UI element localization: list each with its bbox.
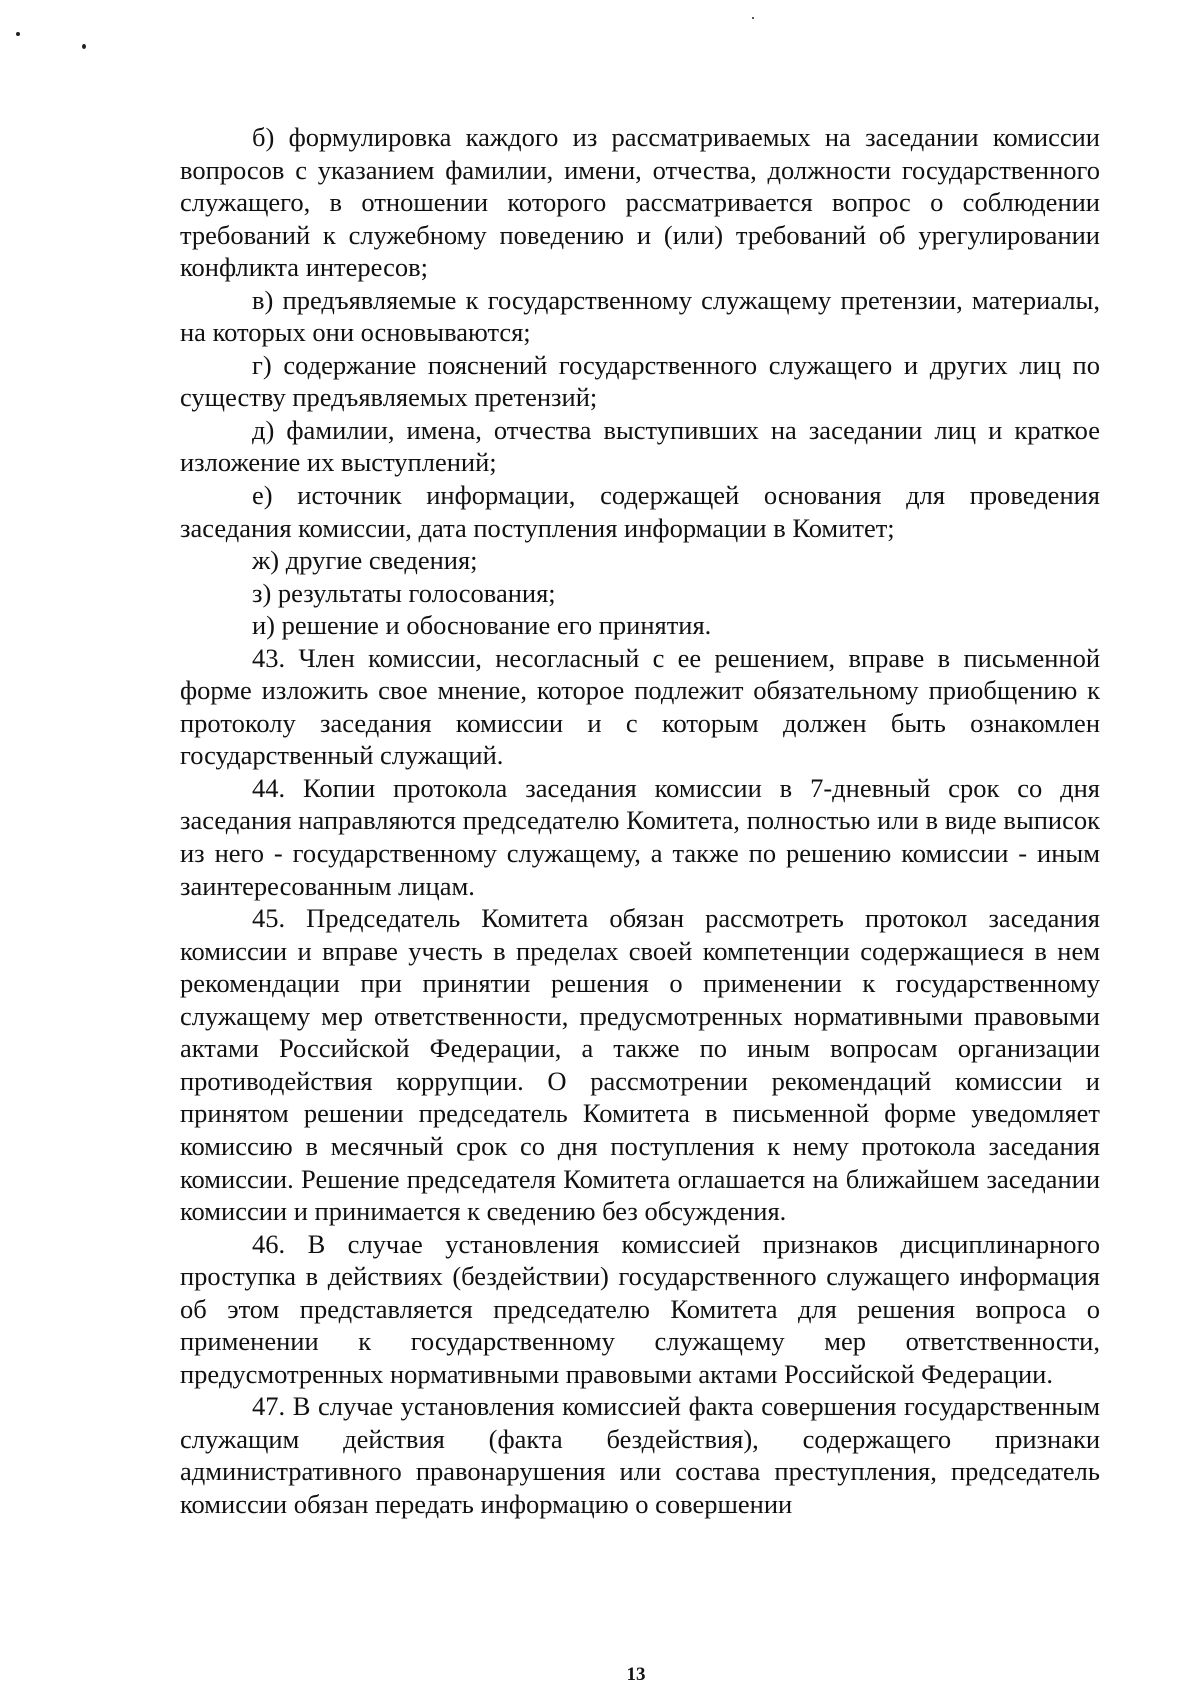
paragraph-item-z: з) результаты голосования; [252, 577, 556, 608]
document-body [180, 121, 1100, 1521]
paragraph-43: 43. Член комиссии, несогласный с ее решением, вправе в письменной форме изложить свое мнение, которое подлежит обязательному приобщению к протоколу заседания комиссии и с которым должен быть ознакомлен государственный служащий. [180, 642, 1100, 771]
paragraph-item-i: и) решение и обоснование его принятия. [252, 610, 712, 641]
scan-speck [82, 44, 86, 49]
paragraph-44: 44. Копии протокола заседания комиссии в 7-дневный срок со дня заседания направляются председателю Комитета, полностью или в виде выписок из него - государственному служащему, а также по решению комиссии - иным заинтересованным лицам. [180, 772, 1100, 901]
paragraph-item-zh: ж) другие сведения; [252, 545, 478, 576]
paragraph-47: 47. В случае установления комиссией факта совершения государственным служащим действия (факта бездействия), содержащего признаки административного правонарушения или состава преступления, председатель комиссии обязан передать информацию о совершении [180, 1391, 1100, 1519]
paragraph-item-b: б) формулировка каждого из рассматриваемых на заседании комиссии вопросов с указанием фамилии, имени, отчества, должности государственного служащего, в отношении которого рассматривается вопрос о соблюдении требований к служебному поведению и (или) требований об урегулировании конфликта интересов; [180, 122, 1100, 283]
paragraph-item-g: г) содержание пояснений государственного служащего и других лиц по существу предъявляемых претензий; [180, 349, 1100, 413]
paragraph-item-e: е) источник информации, содержащей основания для проведения заседания комиссии, дата поступления информации в Комитет; [180, 480, 1100, 543]
page-number: 13 [626, 1664, 646, 1685]
scan-speck [16, 32, 20, 36]
paragraph-45: 45. Председатель Комитета обязан рассмотреть протокол заседания комиссии и вправе учесть в пределах своей компетенции содержащиеся в нем рекомендации при принятии решения о применении к государственному служащему мер ответственности, предусмотренных нормативными правовыми актами Российской Федерации, а также по иным вопросам организации противодействия коррупции. О рассмотрении рекомендаций комиссии и принятом решении председатель Комитета в письменной форме уведомляет комиссию в месячный срок со дня поступления к нему протокола заседания комиссии. Решение председателя Комитета оглашается на ближайшем заседании комиссии и принимается к сведению без обсуждения. [180, 903, 1100, 1227]
paragraph-item-d: д) фамилии, имена, отчества выступивших на заседании лиц и краткое изложение их выступлений; [180, 414, 1100, 478]
scan-speck [752, 17, 754, 19]
paragraph-46: 46. В случае установления комиссией признаков дисциплинарного проступка в действиях (бездействии) государственного служащего информация об этом представляется председателю Комитета для решения вопроса о применении к государственному служащему мер ответственности, предусмотренных нормативными правовыми актами Российской Федерации. [180, 1228, 1100, 1389]
paragraph-item-v: в) предъявляемые к государственному служащему претензии, материалы, на которых они основываются; [180, 284, 1100, 348]
